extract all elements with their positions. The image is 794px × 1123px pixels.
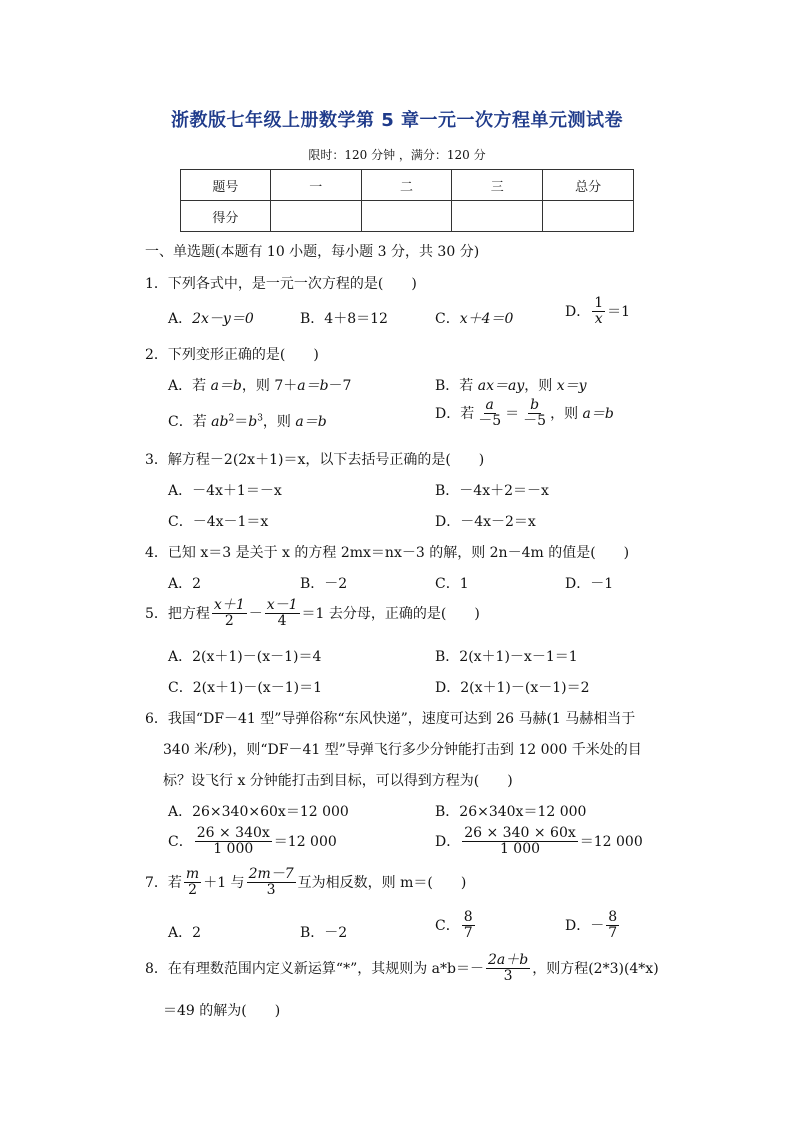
question-2-option-b: B．若 ax＝ay，则 x＝y [435, 378, 587, 394]
question-3-option-d: D．－4x－2＝x [435, 514, 536, 530]
question-6-option-c: C． $\frac{26 \times 340x}{1 000}$ ＝12 000 [168, 825, 337, 858]
fraction: $\frac{m}{2}$ [185, 866, 200, 899]
question-5-stem: 5．把方程 $\frac{x+1}{2}$ － $\frac{x-1}{4}$ ＝1 去分母，正确的是( ) [145, 597, 480, 630]
question-4-option-b: B．－2 [300, 576, 348, 592]
question-7-option-b: B．－2 [300, 925, 348, 941]
question-7-stem: 7．若 $\frac{m}{2}$ ＋1 与 $\frac{2m-7}{3}$ 互为相反数，则 m＝( ) [145, 866, 467, 899]
question-1-option-a: A．2x－y＝0 [168, 311, 254, 327]
question-1-option-d: D． $\frac{1}{x}$ ＝1 [565, 295, 631, 328]
header-cell-part-1: 一 [270, 170, 361, 201]
fraction: $\frac{8}{7}$ [463, 909, 473, 942]
question-5-option-c: C．2(x＋1)－(x－1)＝1 [168, 680, 322, 696]
question-4-option-d: D．－1 [565, 576, 614, 592]
fraction: $\frac{2a+b}{3}$ [487, 952, 529, 985]
fraction: $\frac{a}{-5}$ [478, 397, 502, 430]
fraction: $\frac{x+1}{2}$ [213, 597, 245, 630]
header-cell-part-2: 二 [361, 170, 452, 201]
question-2-option-d: D．若 $\frac{a}{-5}$ ＝ $\frac{b}{-5}$ ，则 a＝b [435, 397, 614, 430]
question-6-option-a: A．26×340×60x＝12 000 [168, 804, 349, 820]
question-2-option-c: C．若 $ab^2=b^3$，则 a＝b [168, 413, 327, 430]
fraction: $\frac{26 \times 340x}{1 000}$ [196, 825, 270, 858]
question-3-stem: 3．解方程－2(2x＋1)＝x，以下去括号正确的是( ) [145, 452, 485, 468]
question-7-option-a: A．2 [168, 925, 202, 941]
question-3-option-a: A．－4x＋1＝－x [168, 483, 282, 499]
fraction: $\frac{1}{x}$ [594, 295, 604, 328]
question-3-option-b: B．－4x＋2＝－x [435, 483, 549, 499]
score-cell-part-2[interactable] [361, 201, 452, 232]
score-table-header-row [181, 170, 634, 201]
question-1-stem: 1．下列各式中，是一元一次方程的是( ) [145, 276, 417, 292]
score-table [180, 169, 634, 232]
question-1-option-c: C．x＋4＝0 [435, 311, 514, 327]
question-2-option-a: A．若 a＝b，则 7＋a＝b－7 [168, 378, 352, 394]
question-2-stem: 2．下列变形正确的是( ) [145, 347, 319, 363]
question-6-stem-line-2: 340 米/秒)，则“DF－41 型”导弹飞行多少分钟能打击到 12 000 千米处的目 [163, 742, 642, 758]
fraction: $\frac{2m-7}{3}$ [248, 866, 294, 899]
section-header: 一、单选题(本题有 10 小题，每小题 3 分，共 30 分) [145, 244, 480, 260]
question-5-option-b: B．2(x＋1)－x－1＝1 [435, 649, 578, 665]
question-4-option-c: C．1 [435, 576, 469, 592]
header-cell-total: 总分 [543, 170, 634, 201]
score-cell-part-1[interactable] [270, 201, 361, 232]
fraction: $\frac{26 \times 340 \times 60x}{1 000}$ [464, 825, 576, 858]
question-8-stem-line-2: ＝49 的解为( ) [163, 1003, 281, 1019]
question-6-stem-line-3: 标？设飞行 x 分钟能打击到目标，可以得到方程为( ) [163, 773, 513, 789]
question-6-option-b: B．26×340x＝12 000 [435, 804, 587, 820]
header-cell-question-number: 题号 [181, 170, 271, 201]
question-3-option-c: C．－4x－1＝x [168, 514, 269, 530]
question-4-stem: 4．已知 x＝3 是关于 x 的方程 2mx＝nx－3 的解，则 2n－4m 的值是( ) [145, 545, 630, 561]
question-6-option-d: D． $\frac{26 \times 340 \times 60x}{1 000}$ ＝12 000 [435, 825, 643, 858]
page-title: 浙教版七年级上册数学第 5 章一元一次方程单元测试卷 [170, 110, 624, 131]
score-table-score-row [181, 201, 634, 232]
score-row-label: 得分 [181, 201, 271, 232]
question-8-stem-line-1: 8．在有理数范围内定义新运算“*”，其规则为 a*b＝－ $\frac{2a+b}{3}$ ，则方程(2*3)(4*x) [145, 952, 659, 985]
time-and-score-info: 限时：120 分钟 ，满分：120 分 [308, 148, 486, 162]
question-1-option-b: B．4＋8＝12 [300, 311, 388, 327]
fraction: $\frac{x-1}{4}$ [266, 597, 298, 630]
fraction: $\frac{b}{-5}$ [523, 397, 547, 430]
header-cell-part-3: 三 [452, 170, 543, 201]
question-6-stem-line-1: 6．我国“DF－41 型”导弹俗称“东风快递”，速度可达到 26 马赫(1 马赫相当于 [145, 711, 636, 727]
question-5-option-d: D．2(x＋1)－(x－1)＝2 [435, 680, 590, 696]
question-7-option-c: C． $\frac{8}{7}$ [435, 909, 473, 942]
question-4-option-a: A．2 [168, 576, 202, 592]
question-5-option-a: A．2(x＋1)－(x－1)＝4 [168, 649, 322, 665]
fraction: $\frac{8}{7}$ [608, 909, 618, 942]
score-cell-total[interactable] [543, 201, 634, 232]
score-cell-part-3[interactable] [452, 201, 543, 232]
question-7-option-d: D．－ $\frac{8}{7}$ [565, 909, 618, 942]
